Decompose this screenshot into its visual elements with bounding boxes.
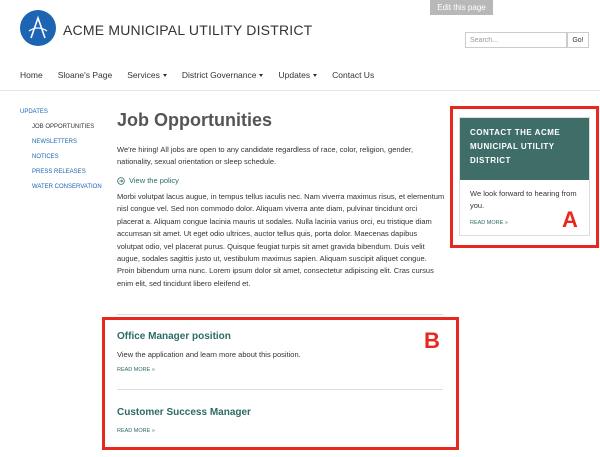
annotation-box-b — [102, 317, 459, 450]
nav-divider — [0, 90, 600, 91]
sidebar-item-press-releases[interactable]: PRESS RELEASES — [32, 169, 86, 175]
job-description: View the application and learn more about this position. — [117, 350, 301, 359]
search-button[interactable]: Go! — [567, 32, 589, 48]
read-more-link[interactable]: READ MORE » — [117, 428, 155, 434]
view-policy-label: View the policy — [129, 176, 179, 185]
site-title[interactable]: ACME MUNICIPAL UTILITY DISTRICT — [63, 22, 313, 38]
contact-card-title: CONTACT THE ACME MUNICIPAL UTILITY DISTRICT — [460, 118, 589, 180]
nav-label: Sloane's Page — [57, 70, 113, 80]
edit-page-tab[interactable]: Edit this page — [430, 0, 493, 15]
body-text: Morbi volutpat lacus augue, in tempus tellus iaculis nec. Nam viverra maximus risus, et elementum nisl congue vel. Sed non commodo dolor. Aliquam viverra ante diam, pulvinar tincidunt orci placerat a. Aliquam congue lacinia mauris ut sodales. Nulla lacinia varius orci, eu tristique diam accumsan sit amet. Ut eget odio ultrices, auctor tellus quis, porta dolor. Maecenas dapibus volutpat odio, vel placerat purus. Quisque feugiat turpis sit amet gravida bibendum. Duis velit augue, sodales sagittis justo ut, vestibulum maximus sapien. Aliquam suscipit aliquet congue. Proin bibendum urna nunc. Lorem ipsum dolor sit amet, consectetur adipiscing elit. Cras cursus enim elit, sed tincidunt libero eleifend et. — [117, 192, 445, 288]
site-logo-icon[interactable] — [20, 10, 56, 46]
job-title-office-manager[interactable]: Office Manager position — [117, 331, 231, 342]
nav-district-governance[interactable] — [182, 70, 264, 80]
annotation-label-a: A — [562, 207, 578, 232]
nav-updates[interactable] — [278, 70, 317, 80]
caret-down-icon — [259, 74, 263, 77]
page-title: Job Opportunities — [117, 110, 272, 130]
nav-contact-us[interactable] — [332, 70, 374, 80]
caret-down-icon — [313, 74, 317, 77]
nav-label: Updates — [278, 70, 311, 80]
contact-card-text: We look forward to hearing from you. — [470, 189, 577, 210]
nav-services[interactable] — [127, 70, 167, 80]
annotation-label-b: B — [424, 328, 440, 353]
contact-read-more-link[interactable]: READ MORE » — [470, 220, 508, 226]
sidebar-item-job-opportunities[interactable]: JOB OPPORTUNITIES — [32, 124, 95, 130]
section-divider — [117, 314, 443, 315]
nav-label: Contact Us — [332, 70, 375, 80]
nav-label: Services — [127, 70, 160, 80]
sidebar-item-newsletters[interactable]: NEWSLETTERS — [32, 139, 78, 145]
nav-home[interactable] — [20, 70, 43, 80]
intro-text: We're hiring! All jobs are open to any candidate regardless of race, color, religion, gender, nationality, sexual orientation or sleep schedule. — [117, 145, 414, 166]
caret-down-icon — [163, 74, 167, 77]
sidebar-item-water-conservation[interactable]: WATER CONSERVATION — [32, 184, 102, 190]
main-navigation — [20, 70, 389, 80]
job-title-customer-success-manager[interactable]: Customer Success Manager — [117, 407, 251, 418]
arrow-circle-right-icon — [117, 177, 125, 185]
sidebar-heading[interactable]: UPDATES — [20, 109, 48, 115]
sidebar-item-notices[interactable]: NOTICES — [32, 154, 59, 160]
view-policy-link[interactable] — [117, 176, 179, 185]
nav-label: Home — [20, 70, 43, 80]
nav-sloanes-page[interactable] — [58, 70, 113, 80]
read-more-link[interactable]: READ MORE » — [117, 367, 155, 373]
nav-label: District Governance — [181, 70, 257, 80]
sidebar — [20, 109, 102, 199]
search-input[interactable] — [465, 32, 567, 48]
